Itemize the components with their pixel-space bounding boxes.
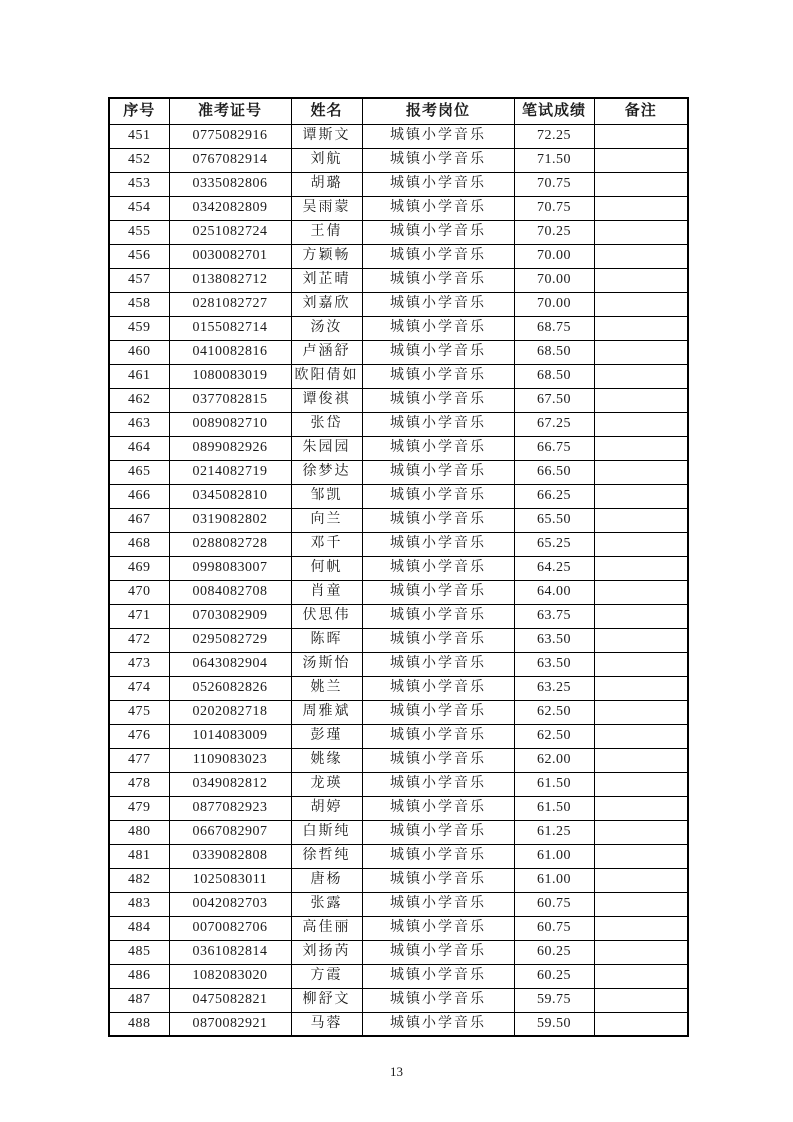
position-cell: 城镇小学音乐 bbox=[362, 196, 514, 220]
position-cell: 城镇小学音乐 bbox=[362, 484, 514, 508]
name-cell: 邓千 bbox=[291, 532, 362, 556]
table-body bbox=[109, 124, 688, 1036]
ticket-cell: 0361082814 bbox=[169, 940, 291, 964]
score-cell: 64.25 bbox=[514, 556, 594, 580]
table-row bbox=[109, 604, 688, 628]
table-row bbox=[109, 436, 688, 460]
name-cell: 刘扬芮 bbox=[291, 940, 362, 964]
name-cell: 方颖畅 bbox=[291, 244, 362, 268]
table-row bbox=[109, 220, 688, 244]
header-remark: 备注 bbox=[594, 98, 688, 124]
position-cell: 城镇小学音乐 bbox=[362, 700, 514, 724]
index-cell: 455 bbox=[109, 220, 169, 244]
table-row bbox=[109, 988, 688, 1012]
index-cell: 458 bbox=[109, 292, 169, 316]
table-row bbox=[109, 748, 688, 772]
name-cell: 刘芷晴 bbox=[291, 268, 362, 292]
ticket-cell: 0319082802 bbox=[169, 508, 291, 532]
score-cell: 64.00 bbox=[514, 580, 594, 604]
remark-cell bbox=[594, 292, 688, 316]
name-cell: 向兰 bbox=[291, 508, 362, 532]
name-cell: 汤汝 bbox=[291, 316, 362, 340]
name-cell: 张露 bbox=[291, 892, 362, 916]
ticket-cell: 0703082909 bbox=[169, 604, 291, 628]
position-cell: 城镇小学音乐 bbox=[362, 436, 514, 460]
score-cell: 63.25 bbox=[514, 676, 594, 700]
remark-cell bbox=[594, 1012, 688, 1036]
position-cell: 城镇小学音乐 bbox=[362, 892, 514, 916]
name-cell: 张岱 bbox=[291, 412, 362, 436]
name-cell: 邹凯 bbox=[291, 484, 362, 508]
ticket-cell: 1082083020 bbox=[169, 964, 291, 988]
index-cell: 457 bbox=[109, 268, 169, 292]
ticket-cell: 0870082921 bbox=[169, 1012, 291, 1036]
position-cell: 城镇小学音乐 bbox=[362, 580, 514, 604]
position-cell: 城镇小学音乐 bbox=[362, 292, 514, 316]
name-cell: 欧阳倩如 bbox=[291, 364, 362, 388]
index-cell: 482 bbox=[109, 868, 169, 892]
index-cell: 470 bbox=[109, 580, 169, 604]
ticket-cell: 0202082718 bbox=[169, 700, 291, 724]
score-cell: 70.00 bbox=[514, 268, 594, 292]
remark-cell bbox=[594, 676, 688, 700]
score-cell: 61.50 bbox=[514, 772, 594, 796]
remark-cell bbox=[594, 652, 688, 676]
ticket-cell: 0899082926 bbox=[169, 436, 291, 460]
table-row bbox=[109, 820, 688, 844]
score-cell: 70.00 bbox=[514, 292, 594, 316]
index-cell: 485 bbox=[109, 940, 169, 964]
table-row bbox=[109, 532, 688, 556]
table-row bbox=[109, 316, 688, 340]
name-cell: 肖童 bbox=[291, 580, 362, 604]
index-cell: 456 bbox=[109, 244, 169, 268]
remark-cell bbox=[594, 316, 688, 340]
name-cell: 陈晖 bbox=[291, 628, 362, 652]
score-cell: 70.00 bbox=[514, 244, 594, 268]
ticket-cell: 0475082821 bbox=[169, 988, 291, 1012]
header-index: 序号 bbox=[109, 98, 169, 124]
score-cell: 59.75 bbox=[514, 988, 594, 1012]
ticket-cell: 0767082914 bbox=[169, 148, 291, 172]
score-cell: 63.75 bbox=[514, 604, 594, 628]
name-cell: 高佳丽 bbox=[291, 916, 362, 940]
remark-cell bbox=[594, 556, 688, 580]
score-cell: 68.50 bbox=[514, 364, 594, 388]
position-cell: 城镇小学音乐 bbox=[362, 844, 514, 868]
remark-cell bbox=[594, 172, 688, 196]
index-cell: 464 bbox=[109, 436, 169, 460]
index-cell: 487 bbox=[109, 988, 169, 1012]
position-cell: 城镇小学音乐 bbox=[362, 508, 514, 532]
score-cell: 61.25 bbox=[514, 820, 594, 844]
name-cell: 伏思伟 bbox=[291, 604, 362, 628]
table-row bbox=[109, 364, 688, 388]
index-cell: 462 bbox=[109, 388, 169, 412]
score-cell: 67.50 bbox=[514, 388, 594, 412]
score-cell: 61.00 bbox=[514, 868, 594, 892]
name-cell: 龙瑛 bbox=[291, 772, 362, 796]
index-cell: 453 bbox=[109, 172, 169, 196]
table-row bbox=[109, 940, 688, 964]
table-header-row bbox=[109, 98, 688, 124]
position-cell: 城镇小学音乐 bbox=[362, 604, 514, 628]
score-cell: 70.75 bbox=[514, 196, 594, 220]
ticket-cell: 0138082712 bbox=[169, 268, 291, 292]
remark-cell bbox=[594, 148, 688, 172]
position-cell: 城镇小学音乐 bbox=[362, 364, 514, 388]
ticket-cell: 0070082706 bbox=[169, 916, 291, 940]
position-cell: 城镇小学音乐 bbox=[362, 1012, 514, 1036]
name-cell: 姚缘 bbox=[291, 748, 362, 772]
table-row bbox=[109, 628, 688, 652]
score-cell: 66.25 bbox=[514, 484, 594, 508]
table-row bbox=[109, 124, 688, 148]
remark-cell bbox=[594, 340, 688, 364]
remark-cell bbox=[594, 580, 688, 604]
position-cell: 城镇小学音乐 bbox=[362, 244, 514, 268]
remark-cell bbox=[594, 940, 688, 964]
name-cell: 朱园园 bbox=[291, 436, 362, 460]
index-cell: 484 bbox=[109, 916, 169, 940]
index-cell: 467 bbox=[109, 508, 169, 532]
score-cell: 61.00 bbox=[514, 844, 594, 868]
table-row bbox=[109, 388, 688, 412]
ticket-cell: 0349082812 bbox=[169, 772, 291, 796]
score-cell: 71.50 bbox=[514, 148, 594, 172]
score-cell: 62.50 bbox=[514, 724, 594, 748]
remark-cell bbox=[594, 844, 688, 868]
ticket-cell: 0030082701 bbox=[169, 244, 291, 268]
index-cell: 486 bbox=[109, 964, 169, 988]
name-cell: 姚兰 bbox=[291, 676, 362, 700]
ticket-cell: 0281082727 bbox=[169, 292, 291, 316]
ticket-cell: 0155082714 bbox=[169, 316, 291, 340]
score-cell: 70.25 bbox=[514, 220, 594, 244]
ticket-cell: 0998083007 bbox=[169, 556, 291, 580]
position-cell: 城镇小学音乐 bbox=[362, 148, 514, 172]
position-cell: 城镇小学音乐 bbox=[362, 796, 514, 820]
score-cell: 68.50 bbox=[514, 340, 594, 364]
table-row bbox=[109, 1012, 688, 1036]
ticket-cell: 0877082923 bbox=[169, 796, 291, 820]
position-cell: 城镇小学音乐 bbox=[362, 340, 514, 364]
name-cell: 彭瑾 bbox=[291, 724, 362, 748]
table-row bbox=[109, 292, 688, 316]
position-cell: 城镇小学音乐 bbox=[362, 460, 514, 484]
remark-cell bbox=[594, 484, 688, 508]
name-cell: 白斯纯 bbox=[291, 820, 362, 844]
table-row bbox=[109, 460, 688, 484]
remark-cell bbox=[594, 724, 688, 748]
table-row bbox=[109, 508, 688, 532]
position-cell: 城镇小学音乐 bbox=[362, 172, 514, 196]
ticket-cell: 0643082904 bbox=[169, 652, 291, 676]
index-cell: 480 bbox=[109, 820, 169, 844]
score-cell: 59.50 bbox=[514, 1012, 594, 1036]
table-row bbox=[109, 844, 688, 868]
ticket-cell: 0214082719 bbox=[169, 460, 291, 484]
remark-cell bbox=[594, 604, 688, 628]
score-cell: 63.50 bbox=[514, 628, 594, 652]
score-cell: 60.75 bbox=[514, 892, 594, 916]
index-cell: 459 bbox=[109, 316, 169, 340]
score-cell: 66.50 bbox=[514, 460, 594, 484]
position-cell: 城镇小学音乐 bbox=[362, 724, 514, 748]
score-cell: 70.75 bbox=[514, 172, 594, 196]
table-row bbox=[109, 724, 688, 748]
table-row bbox=[109, 412, 688, 436]
name-cell: 谭俊祺 bbox=[291, 388, 362, 412]
ticket-cell: 0410082816 bbox=[169, 340, 291, 364]
position-cell: 城镇小学音乐 bbox=[362, 220, 514, 244]
index-cell: 476 bbox=[109, 724, 169, 748]
position-cell: 城镇小学音乐 bbox=[362, 988, 514, 1012]
index-cell: 481 bbox=[109, 844, 169, 868]
index-cell: 466 bbox=[109, 484, 169, 508]
index-cell: 469 bbox=[109, 556, 169, 580]
index-cell: 479 bbox=[109, 796, 169, 820]
page-number: 13 bbox=[390, 1064, 403, 1079]
table-row bbox=[109, 772, 688, 796]
score-cell: 65.50 bbox=[514, 508, 594, 532]
remark-cell bbox=[594, 268, 688, 292]
name-cell: 方霞 bbox=[291, 964, 362, 988]
position-cell: 城镇小学音乐 bbox=[362, 772, 514, 796]
position-cell: 城镇小学音乐 bbox=[362, 868, 514, 892]
ticket-cell: 1014083009 bbox=[169, 724, 291, 748]
ticket-cell: 0335082806 bbox=[169, 172, 291, 196]
remark-cell bbox=[594, 220, 688, 244]
position-cell: 城镇小学音乐 bbox=[362, 268, 514, 292]
ticket-cell: 1080083019 bbox=[169, 364, 291, 388]
name-cell: 王倩 bbox=[291, 220, 362, 244]
position-cell: 城镇小学音乐 bbox=[362, 748, 514, 772]
index-cell: 454 bbox=[109, 196, 169, 220]
score-cell: 66.75 bbox=[514, 436, 594, 460]
remark-cell bbox=[594, 532, 688, 556]
index-cell: 463 bbox=[109, 412, 169, 436]
remark-cell bbox=[594, 964, 688, 988]
score-cell: 65.25 bbox=[514, 532, 594, 556]
index-cell: 477 bbox=[109, 748, 169, 772]
name-cell: 吴雨蒙 bbox=[291, 196, 362, 220]
remark-cell bbox=[594, 916, 688, 940]
score-cell: 63.50 bbox=[514, 652, 594, 676]
remark-cell bbox=[594, 364, 688, 388]
score-cell: 68.75 bbox=[514, 316, 594, 340]
name-cell: 何帆 bbox=[291, 556, 362, 580]
position-cell: 城镇小学音乐 bbox=[362, 676, 514, 700]
table-row bbox=[109, 268, 688, 292]
remark-cell bbox=[594, 988, 688, 1012]
index-cell: 475 bbox=[109, 700, 169, 724]
index-cell: 488 bbox=[109, 1012, 169, 1036]
remark-cell bbox=[594, 700, 688, 724]
table-row bbox=[109, 868, 688, 892]
ticket-cell: 0377082815 bbox=[169, 388, 291, 412]
name-cell: 刘航 bbox=[291, 148, 362, 172]
position-cell: 城镇小学音乐 bbox=[362, 916, 514, 940]
position-cell: 城镇小学音乐 bbox=[362, 652, 514, 676]
remark-cell bbox=[594, 772, 688, 796]
index-cell: 473 bbox=[109, 652, 169, 676]
table-row bbox=[109, 580, 688, 604]
name-cell: 胡璐 bbox=[291, 172, 362, 196]
position-cell: 城镇小学音乐 bbox=[362, 412, 514, 436]
index-cell: 460 bbox=[109, 340, 169, 364]
table-row bbox=[109, 652, 688, 676]
ticket-cell: 0342082809 bbox=[169, 196, 291, 220]
score-cell: 72.25 bbox=[514, 124, 594, 148]
remark-cell bbox=[594, 124, 688, 148]
table-row bbox=[109, 700, 688, 724]
ticket-cell: 0526082826 bbox=[169, 676, 291, 700]
index-cell: 465 bbox=[109, 460, 169, 484]
score-cell: 60.25 bbox=[514, 964, 594, 988]
name-cell: 徐哲纯 bbox=[291, 844, 362, 868]
index-cell: 474 bbox=[109, 676, 169, 700]
index-cell: 478 bbox=[109, 772, 169, 796]
score-cell: 67.25 bbox=[514, 412, 594, 436]
table-row bbox=[109, 676, 688, 700]
ticket-cell: 0089082710 bbox=[169, 412, 291, 436]
score-cell: 61.50 bbox=[514, 796, 594, 820]
name-cell: 谭斯文 bbox=[291, 124, 362, 148]
index-cell: 471 bbox=[109, 604, 169, 628]
remark-cell bbox=[594, 412, 688, 436]
index-cell: 472 bbox=[109, 628, 169, 652]
table-row bbox=[109, 916, 688, 940]
ticket-cell: 0042082703 bbox=[169, 892, 291, 916]
remark-cell bbox=[594, 868, 688, 892]
index-cell: 451 bbox=[109, 124, 169, 148]
header-name: 姓名 bbox=[291, 98, 362, 124]
remark-cell bbox=[594, 820, 688, 844]
ticket-cell: 1109083023 bbox=[169, 748, 291, 772]
ticket-cell: 0775082916 bbox=[169, 124, 291, 148]
table-row bbox=[109, 964, 688, 988]
header-position: 报考岗位 bbox=[362, 98, 514, 124]
ticket-cell: 0345082810 bbox=[169, 484, 291, 508]
score-cell: 60.25 bbox=[514, 940, 594, 964]
ticket-cell: 0288082728 bbox=[169, 532, 291, 556]
index-cell: 483 bbox=[109, 892, 169, 916]
position-cell: 城镇小学音乐 bbox=[362, 964, 514, 988]
table-row bbox=[109, 148, 688, 172]
position-cell: 城镇小学音乐 bbox=[362, 556, 514, 580]
name-cell: 胡婷 bbox=[291, 796, 362, 820]
ticket-cell: 0339082808 bbox=[169, 844, 291, 868]
table-row bbox=[109, 172, 688, 196]
ticket-cell: 0251082724 bbox=[169, 220, 291, 244]
index-cell: 468 bbox=[109, 532, 169, 556]
name-cell: 汤斯怡 bbox=[291, 652, 362, 676]
name-cell: 唐杨 bbox=[291, 868, 362, 892]
score-table bbox=[108, 97, 689, 1037]
position-cell: 城镇小学音乐 bbox=[362, 532, 514, 556]
name-cell: 周雅斌 bbox=[291, 700, 362, 724]
position-cell: 城镇小学音乐 bbox=[362, 820, 514, 844]
position-cell: 城镇小学音乐 bbox=[362, 940, 514, 964]
ticket-cell: 1025083011 bbox=[169, 868, 291, 892]
score-cell: 60.75 bbox=[514, 916, 594, 940]
name-cell: 卢涵舒 bbox=[291, 340, 362, 364]
remark-cell bbox=[594, 388, 688, 412]
remark-cell bbox=[594, 436, 688, 460]
remark-cell bbox=[594, 628, 688, 652]
position-cell: 城镇小学音乐 bbox=[362, 388, 514, 412]
header-written-score: 笔试成绩 bbox=[514, 98, 594, 124]
name-cell: 柳舒文 bbox=[291, 988, 362, 1012]
remark-cell bbox=[594, 244, 688, 268]
position-cell: 城镇小学音乐 bbox=[362, 316, 514, 340]
table-row bbox=[109, 892, 688, 916]
table-row bbox=[109, 196, 688, 220]
remark-cell bbox=[594, 796, 688, 820]
remark-cell bbox=[594, 892, 688, 916]
name-cell: 徐梦达 bbox=[291, 460, 362, 484]
ticket-cell: 0667082907 bbox=[169, 820, 291, 844]
table-row bbox=[109, 484, 688, 508]
name-cell: 马蓉 bbox=[291, 1012, 362, 1036]
ticket-cell: 0084082708 bbox=[169, 580, 291, 604]
score-cell: 62.00 bbox=[514, 748, 594, 772]
header-ticket-number: 准考证号 bbox=[169, 98, 291, 124]
remark-cell bbox=[594, 460, 688, 484]
ticket-cell: 0295082729 bbox=[169, 628, 291, 652]
index-cell: 452 bbox=[109, 148, 169, 172]
remark-cell bbox=[594, 508, 688, 532]
table-row bbox=[109, 244, 688, 268]
table-row bbox=[109, 796, 688, 820]
score-cell: 62.50 bbox=[514, 700, 594, 724]
remark-cell bbox=[594, 196, 688, 220]
table-row bbox=[109, 340, 688, 364]
position-cell: 城镇小学音乐 bbox=[362, 124, 514, 148]
index-cell: 461 bbox=[109, 364, 169, 388]
position-cell: 城镇小学音乐 bbox=[362, 628, 514, 652]
remark-cell bbox=[594, 748, 688, 772]
name-cell: 刘嘉欣 bbox=[291, 292, 362, 316]
table-row bbox=[109, 556, 688, 580]
